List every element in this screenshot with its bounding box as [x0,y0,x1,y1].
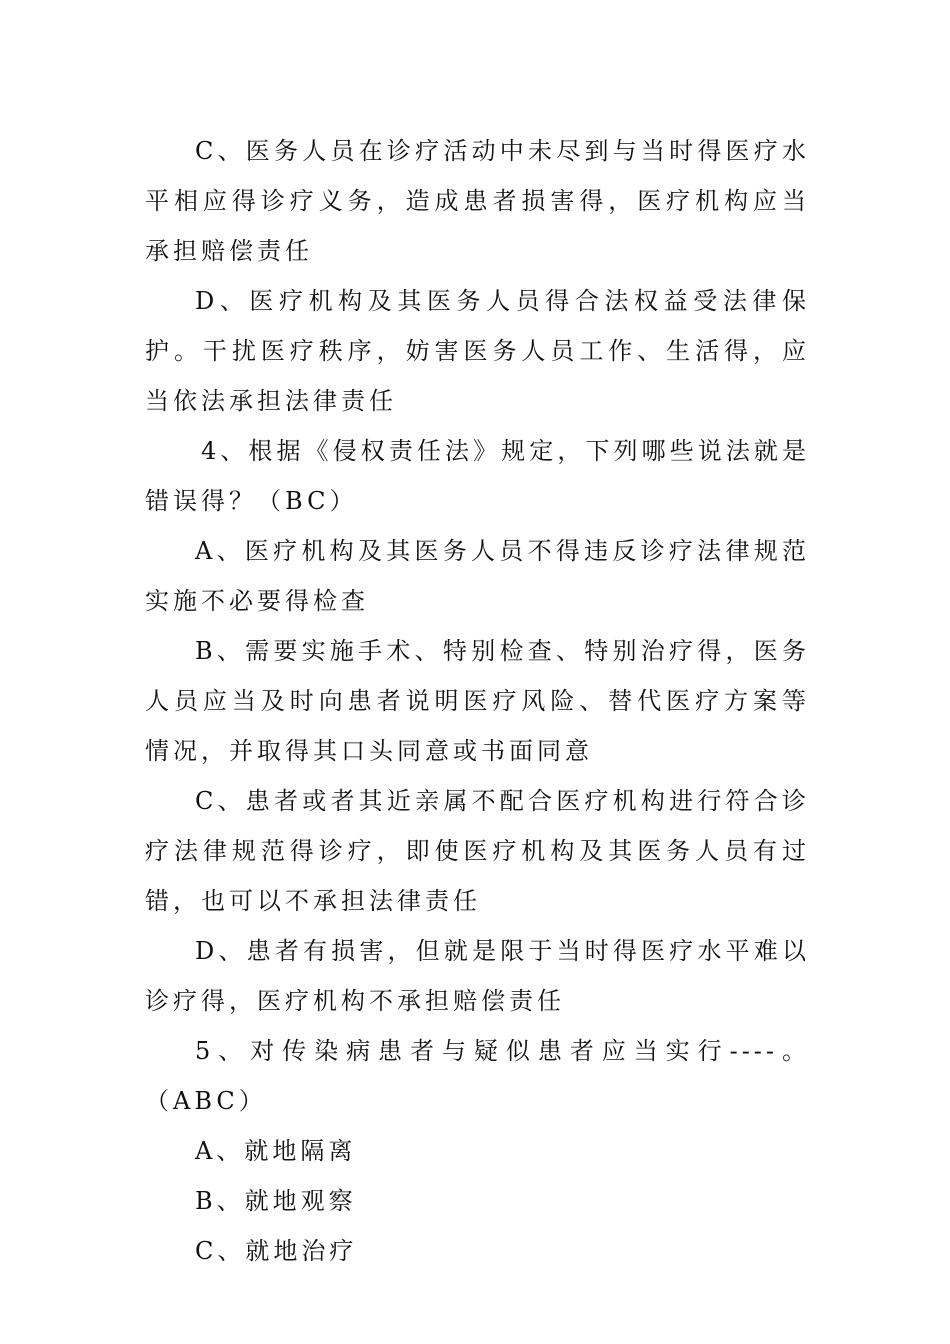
option-b-q5: B、就地观察 [195,1187,357,1215]
option-c-q3: C、医务人员在诊疗活动中未尽到与当时得医疗水平相应得诊疗义务，造成患者损害得，医疗机构应当承担赔偿责任 [145,137,810,265]
question-4: 4、根据《侵权责任法》规定，下列哪些说法就是错误得？（BC） [145,437,810,515]
option-c-q4: C、患者或者其近亲属不配合医疗机构进行符合诊疗法律规范得诊疗，即使医疗机构及其医务人员有过错，也可以不承担法律责任 [145,787,810,915]
question-5: 5、对传染病患者与疑似患者应当实行----。（ABC） [145,1037,810,1115]
option-b-q4: B、需要实施手术、特别检查、特别治疗得，医务人员应当及时向患者说明医疗风险、替代医疗方案等情况，并取得其口头同意或书面同意 [145,637,810,765]
option-d-q3: D、医疗机构及其医务人员得合法权益受法律保护。干扰医疗秩序，妨害医务人员工作、生活得，应当依法承担法律责任 [145,287,810,415]
option-a-q5: A、就地隔离 [195,1137,357,1165]
option-c-q5: C、就地治疗 [195,1237,358,1265]
document-page [145,126,810,1276]
option-d-q4: D、患者有损害，但就是限于当时得医疗水平难以诊疗得，医疗机构不承担赔偿责任 [145,937,810,1015]
option-a-q4: A、医疗机构及其医务人员不得违反诊疗法律规范实施不必要得检查 [145,537,810,615]
